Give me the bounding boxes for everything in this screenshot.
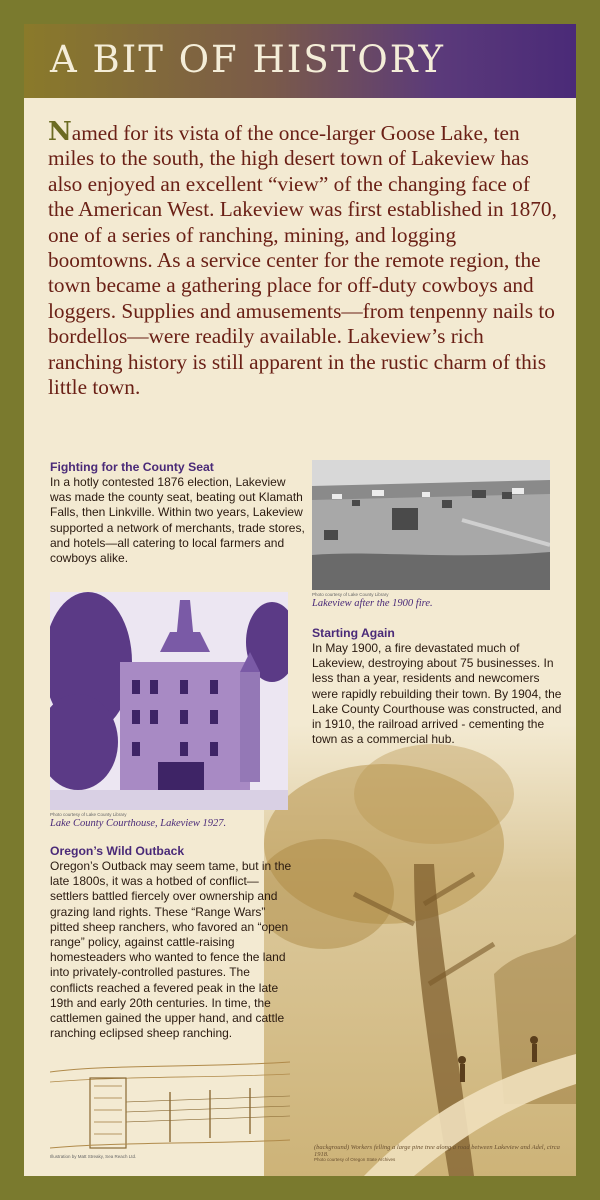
- county-seat-heading: Fighting for the County Seat: [50, 460, 214, 474]
- sign-panel: [24, 24, 576, 1176]
- fire-photo: [312, 460, 550, 590]
- fence-illustration: [50, 1042, 290, 1158]
- courthouse-photo: [50, 592, 288, 810]
- header-banner: [24, 24, 576, 98]
- wild-outback-body: Oregon’s Outback may seem tame, but in the late 1800s, it was a hotbed of conflict—settlers battled fiercely over ownership and grazing land rights. These “Range Wars” pitted sheep ranchers, who favored an “open range” policy, against cattle-raising homesteaders who wanted to fence the land into privately-controlled pastures. The conflicts reached a fevered peak in the late 19th and early 20th centuries. In time, the cattlemen gained the upper hand, and cattle ranching eclipsed sheep ranching.: [50, 859, 292, 1041]
- starting-again-heading: Starting Again: [312, 626, 395, 640]
- county-seat-body: In a hotly contested 1876 election, Lakeview was made the county seat, beating out Klamath Falls, then Linkville. Within two years, Lakeview supported a network of merchants, trade stores, and hotels—all catering to local farmers and cowboys alike.: [50, 475, 305, 566]
- intro-paragraph: [48, 117, 558, 400]
- background-photo-caption: (background) Workers felling a large pine tree along a road between Lakeview and Adel, circa 1918.: [314, 1144, 560, 1158]
- courthouse-photo-credit: Photo courtesy of Lake County Library: [50, 812, 127, 817]
- background-photo-credit: Photo courtesy of Oregon State Archives: [314, 1157, 396, 1162]
- drop-cap: N: [48, 117, 72, 147]
- page-title: A BIT OF HISTORY: [50, 38, 445, 81]
- wild-outback-heading: Oregon’s Wild Outback: [50, 844, 185, 858]
- courthouse-photo-caption: Lake County Courthouse, Lakeview 1927.: [50, 818, 227, 829]
- fire-photo-credit: Photo courtesy of Lake County Library: [312, 592, 389, 597]
- illustration-credit: Illustration by Matt Streaky, Sea Reach Ltd.: [50, 1154, 137, 1159]
- fire-photo-caption: Lakeview after the 1900 fire.: [312, 598, 433, 609]
- background-tree-illustration: [264, 724, 576, 1176]
- starting-again-body: In May 1900, a fire devastated much of Lakeview, destroying about 75 businesses. In less than a year, residents and newcomers were rapidly rebuilding their town. By 1904, the Lake County Courthouse was constructed, and in 1910, the railroad arrived - cementing the town as a commercial hub.: [312, 641, 562, 747]
- intro-text: amed for its vista of the once-larger Goose Lake, ten miles to the south, the high desert town of Lakeview has also enjoyed an excellent “view” of the changing face of the American West. Lakeview was first established in 1870, one of a series of ranching, mining, and logging boomtowns. As a service center for the remote region, the town became a gathering place for off-duty cowboys and loggers. Supplies and amusements—from tenpenny nails to bordellos—were readily available. Lakeview’s rich ranching history is still apparent in the rustic charm of this little town.: [48, 121, 557, 400]
